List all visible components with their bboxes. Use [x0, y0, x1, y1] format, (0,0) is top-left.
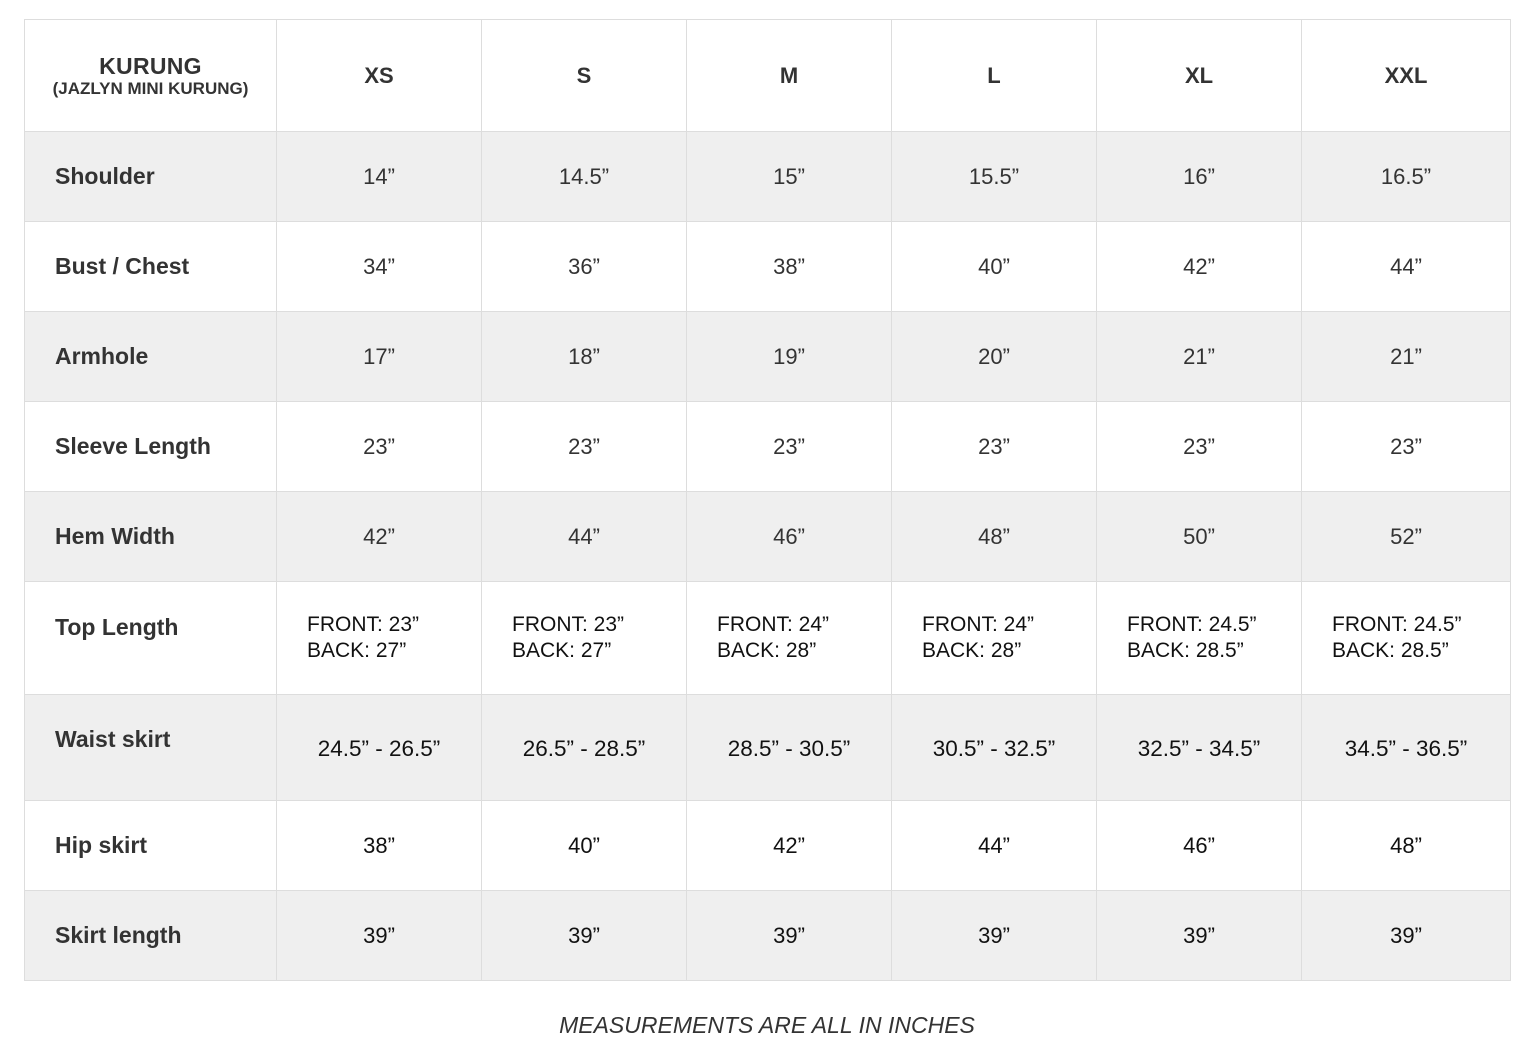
table-row	[25, 312, 1511, 402]
back-length: BACK: 28.5”	[1332, 639, 1449, 662]
back-length: BACK: 28”	[717, 639, 817, 662]
table-cell: 23”	[277, 402, 482, 492]
back-length: BACK: 28”	[922, 639, 1022, 662]
row-label	[25, 582, 277, 695]
back-length: BACK: 28.5”	[1127, 639, 1244, 662]
table-cell: 32.5” - 34.5”	[1097, 695, 1302, 801]
row-label-text: Top Length	[55, 614, 179, 640]
table-cell: 39”	[892, 891, 1097, 981]
size-chart-table	[24, 19, 1511, 981]
table-cell: 39”	[1097, 891, 1302, 981]
table-cell: 38”	[687, 222, 892, 312]
table-cell: 39”	[1302, 891, 1511, 981]
size-header-s: S	[482, 20, 687, 132]
table-cell: 50”	[1097, 492, 1302, 582]
row-label: Sleeve Length	[25, 402, 277, 492]
front-length: FRONT: 24.5”	[1127, 613, 1257, 636]
table-cell: 40”	[482, 801, 687, 891]
header-corner-cell	[25, 20, 277, 132]
table-cell: 17”	[277, 312, 482, 402]
table-cell: 21”	[1097, 312, 1302, 402]
table-cell: 14.5”	[482, 132, 687, 222]
row-label	[25, 695, 277, 801]
table-cell: 15.5”	[892, 132, 1097, 222]
front-length: FRONT: 24”	[717, 613, 830, 636]
table-cell: 15”	[687, 132, 892, 222]
table-cell: 38”	[277, 801, 482, 891]
row-label: Skirt length	[25, 891, 277, 981]
back-length: BACK: 27”	[307, 639, 407, 662]
table-cell: 34”	[277, 222, 482, 312]
measurement-note: MEASUREMENTS ARE ALL IN INCHES	[559, 1012, 975, 1038]
table-cell: 23”	[1302, 402, 1511, 492]
table-cell: 24.5” - 26.5”	[277, 695, 482, 801]
table-cell: 14”	[277, 132, 482, 222]
table-cell: 34.5” - 36.5”	[1302, 695, 1511, 801]
table-cell: 42”	[277, 492, 482, 582]
table-row	[25, 492, 1511, 582]
table-cell	[277, 582, 482, 695]
table-cell: 19”	[687, 312, 892, 402]
table-cell: 48”	[1302, 801, 1511, 891]
table-cell	[1302, 582, 1511, 695]
table-cell: 36”	[482, 222, 687, 312]
table-row	[25, 801, 1511, 891]
size-header-xs: XS	[277, 20, 482, 132]
table-cell: 42”	[1097, 222, 1302, 312]
row-label: Armhole	[25, 312, 277, 402]
table-title: KURUNG	[99, 52, 202, 79]
table-cell: 39”	[687, 891, 892, 981]
table-cell	[687, 582, 892, 695]
row-label: Hip skirt	[25, 801, 277, 891]
table-cell: 39”	[277, 891, 482, 981]
row-label: Shoulder	[25, 132, 277, 222]
table-cell: 46”	[687, 492, 892, 582]
table-cell	[1097, 582, 1302, 695]
table-cell: 23”	[1097, 402, 1302, 492]
table-row	[25, 132, 1511, 222]
table-cell: 48”	[892, 492, 1097, 582]
table-cell: 20”	[892, 312, 1097, 402]
table-cell: 16”	[1097, 132, 1302, 222]
size-header-xl: XL	[1097, 20, 1302, 132]
table-cell: 44”	[482, 492, 687, 582]
table-row	[25, 582, 1511, 695]
table-row	[25, 402, 1511, 492]
table-cell: 40”	[892, 222, 1097, 312]
table-cell: 44”	[1302, 222, 1511, 312]
size-header-l: L	[892, 20, 1097, 132]
table-cell: 18”	[482, 312, 687, 402]
table-cell: 52”	[1302, 492, 1511, 582]
table-row	[25, 695, 1511, 801]
table-row	[25, 222, 1511, 312]
table-cell: 23”	[482, 402, 687, 492]
front-length: FRONT: 23”	[512, 613, 625, 636]
table-subtitle: (JAZLYN MINI KURUNG)	[52, 78, 249, 98]
row-label-text: Waist skirt	[55, 726, 171, 752]
front-length: FRONT: 23”	[307, 613, 420, 636]
table-cell: 23”	[892, 402, 1097, 492]
front-length: FRONT: 24.5”	[1332, 613, 1462, 636]
table-cell: 42”	[687, 801, 892, 891]
back-length: BACK: 27”	[512, 639, 612, 662]
size-header-m: M	[687, 20, 892, 132]
table-cell: 46”	[1097, 801, 1302, 891]
table-cell: 39”	[482, 891, 687, 981]
row-label: Bust / Chest	[25, 222, 277, 312]
table-row	[25, 891, 1511, 981]
table-cell: 44”	[892, 801, 1097, 891]
table-cell: 26.5” - 28.5”	[482, 695, 687, 801]
table-cell: 16.5”	[1302, 132, 1511, 222]
table-cell	[892, 582, 1097, 695]
table-cell: 30.5” - 32.5”	[892, 695, 1097, 801]
table-cell: 28.5” - 30.5”	[687, 695, 892, 801]
table-cell	[482, 582, 687, 695]
table-header-row	[25, 20, 1511, 132]
table-cell: 23”	[687, 402, 892, 492]
size-header-xxl: XXL	[1302, 20, 1511, 132]
front-length: FRONT: 24”	[922, 613, 1035, 636]
row-label: Hem Width	[25, 492, 277, 582]
table-cell: 21”	[1302, 312, 1511, 402]
